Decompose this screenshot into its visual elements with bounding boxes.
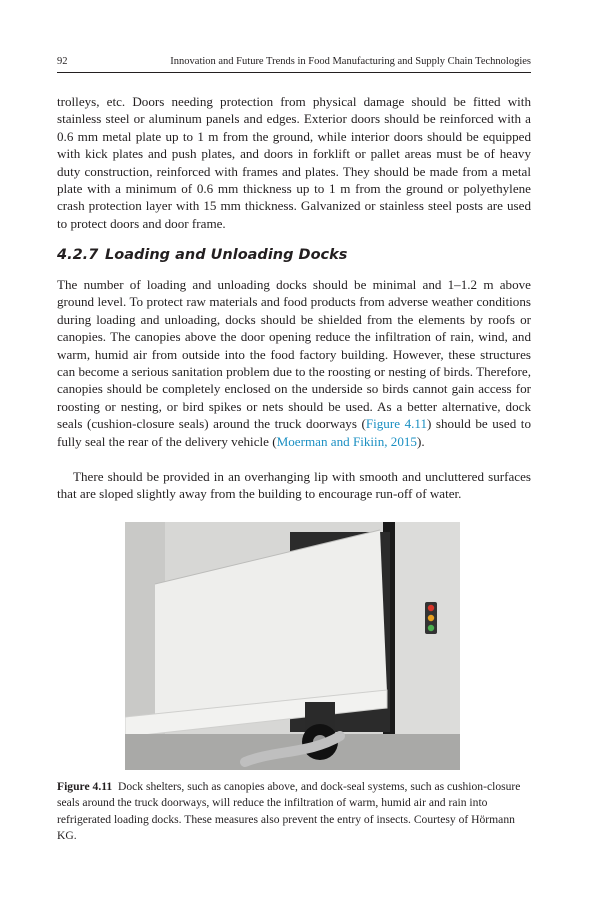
paragraph-1-text-cont: ) should be used to fully seal the rear of the delivery vehicle (	[57, 416, 531, 449]
figure-caption	[57, 779, 531, 844]
intro-paragraph: trolleys, etc. Doors needing protection from physical damage should be fitted with stainless steel or aluminum panels and edges. Exterior doors should be reinforced with a 0.6 mm metal plate up to 1 m from the ground, while interior doors should be equipped with kick plates and push plates, and doors in forklift or pallet areas must be of heavy duty construction, reinforced with frames and plates. They should be made from a metal plate with a minimum of 0.6 mm thickness up to 1 m from the ground or polyethylene crash protection layer with 15 mm thickness. Galvanized or stainless steel posts are used to protect doors and door frame.	[57, 94, 531, 231]
paragraph-2-text: There should be provided in an overhanging lip with smooth and uncluttered surfaces that are sloped slightly away from the building to encourage run-off of water.	[57, 469, 531, 502]
running-title: Innovation and Future Trends in Food Manufacturing and Supply Chain Technologies	[170, 56, 531, 67]
figure-image	[125, 522, 460, 770]
traffic-light-green	[428, 625, 434, 631]
header-rule	[57, 72, 531, 73]
section-title: Loading and Unloading Docks	[105, 247, 348, 263]
traffic-light-amber	[428, 615, 434, 621]
dock-shelter-illustration	[125, 522, 460, 770]
paragraph-1-end: ).	[416, 433, 425, 449]
running-header	[57, 56, 531, 67]
figure-caption-text: Dock shelters, such as canopies above, and dock-seal systems, such as cushion-closure seals around the truck doorways, will reduce the infiltration of warm, humid air and rain into refrigerated loading docks. These measures also prevent the entry of insects. Courtesy of Hörmann KG.	[57, 780, 521, 842]
body-paragraph-1	[57, 276, 531, 450]
building-wall	[390, 522, 460, 770]
figure-4-11-link[interactable]: Figure 4.11	[365, 416, 427, 432]
body-paragraph-2	[57, 468, 531, 503]
paragraph-1-text: The number of loading and unloading docks should be minimal and 1–1.2 m above ground level. To protect raw materials and food products from adverse weather conditions during loading and unloading, docks should be shielded from the elements by roofs or canopies. The canopies above the door opening reduce the infiltration of rain, wind, and warm, humid air from outside into the food factory building. However, these structures can become a serious sanitation problem due to the roosting or nesting of birds. Therefore, canopies should be completely enclosed on the underside so birds cannot gain access for roosting or nesting, or bird spikes or nets should be used. As a better alternative, dock seals (cushion-closure seals) around the truck doorways (	[57, 277, 531, 432]
page-number: 92	[57, 56, 68, 67]
section-heading	[57, 247, 347, 263]
traffic-light-red	[428, 605, 434, 611]
section-number: 4.2.7	[57, 247, 99, 263]
citation-link[interactable]: Moerman and Fikiin, 2015	[276, 433, 417, 449]
figure-label: Figure 4.11	[57, 780, 113, 793]
